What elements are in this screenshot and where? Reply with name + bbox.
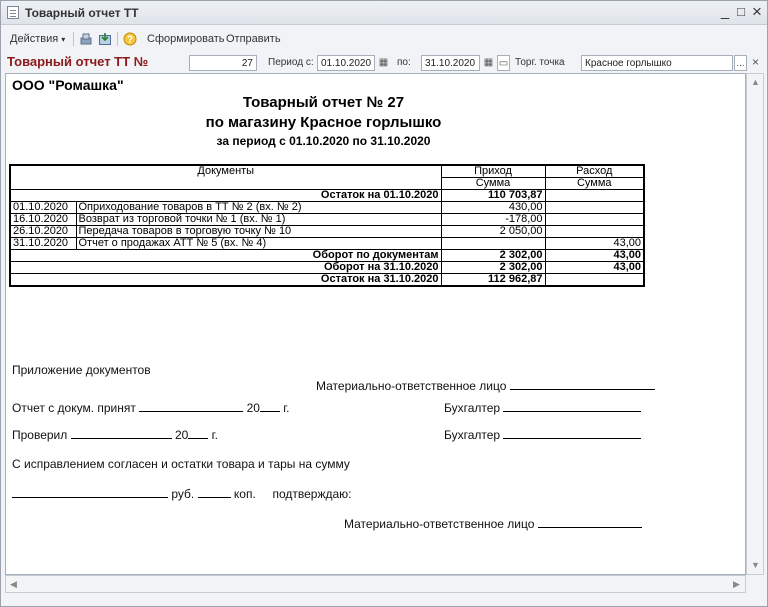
checked-signature: Проверил 20 г. — [12, 428, 218, 442]
document-icon — [7, 6, 19, 19]
status-bar — [1, 595, 767, 607]
report-title: Товарный отчет № 27 — [242, 94, 405, 111]
opening-balance-value: 110 703,87 — [441, 190, 545, 202]
row-document: Передача товаров в торговую точку № 10 — [76, 226, 441, 238]
accountant-signature: Бухгалтер — [444, 428, 641, 442]
turnover-income: 2 302,00 — [441, 262, 545, 274]
sum-confirm-line: руб. коп. подтверждаю: — [12, 487, 352, 501]
closing-balance-value: 112 962,87 — [441, 274, 545, 287]
row-expense — [545, 214, 644, 226]
row-document: Оприходование товаров в ТТ № 2 (вх. № 2) — [76, 202, 441, 214]
report-number-field[interactable]: 27 — [189, 55, 257, 71]
close-button[interactable]: × — [752, 2, 762, 21]
mol-signature: Материально-ответственное лицо — [316, 379, 655, 393]
income-header: Приход — [441, 165, 545, 178]
row-expense: 43,00 — [545, 238, 644, 250]
turnover-label: Оборот на 31.10.2020 — [10, 262, 441, 274]
report-document — [5, 73, 746, 575]
row-date: 31.10.2020 — [10, 238, 76, 250]
report-parameters — [1, 52, 767, 72]
minimize-button[interactable]: _ — [720, 3, 730, 20]
row-income: -178,00 — [441, 214, 545, 226]
report-table — [9, 164, 645, 287]
accountant-signature: Бухгалтер — [444, 401, 641, 415]
expense-sum-header: Сумма — [545, 178, 644, 190]
table-row — [10, 238, 644, 250]
horizontal-scrollbar[interactable] — [5, 575, 746, 593]
period-from-field[interactable]: 01.10.2020 — [317, 55, 375, 71]
closing-balance-label: Остаток на 31.10.2020 — [10, 274, 441, 287]
period-from-label: Период с: — [268, 57, 314, 68]
scroll-down-icon[interactable]: ▼ — [751, 560, 760, 570]
row-date: 16.10.2020 — [10, 214, 76, 226]
row-income: 430,00 — [441, 202, 545, 214]
scroll-left-icon[interactable]: ◀ — [10, 579, 17, 589]
maximize-button[interactable]: □ — [737, 4, 745, 19]
scroll-up-icon[interactable]: ▲ — [751, 77, 760, 87]
turnover-expense: 43,00 — [545, 262, 644, 274]
row-document: Отчет о продажах АТТ № 5 (вх. № 4) — [76, 238, 441, 250]
title-bar — [1, 1, 767, 25]
row-document: Возврат из торговой точки № 1 (вх. № 1) — [76, 214, 441, 226]
svg-text:?: ? — [126, 34, 134, 46]
report-subtitle: по магазину Красное горлышко — [205, 114, 442, 131]
dropdown-arrow-icon: ▾ — [61, 35, 66, 44]
help-icon[interactable] — [123, 32, 137, 46]
toolbar-separator — [117, 32, 118, 46]
report-period: за период с 01.10.2020 по 31.10.2020 — [216, 134, 431, 148]
turnover-docs-income: 2 302,00 — [441, 250, 545, 262]
row-income: 2 050,00 — [441, 226, 545, 238]
accepted-signature: Отчет с докум. принят 20 г. — [12, 401, 290, 415]
table-row — [10, 202, 644, 214]
row-income — [441, 238, 545, 250]
period-select-icon[interactable]: ▭ — [497, 55, 510, 71]
clear-field-icon[interactable]: × — [751, 55, 759, 69]
settings-icon[interactable] — [79, 32, 93, 46]
table-row — [10, 214, 644, 226]
scroll-right-icon[interactable]: ▶ — [733, 579, 740, 589]
expense-header: Расход — [545, 165, 644, 178]
send-button[interactable]: Отправить — [226, 33, 281, 45]
save-icon[interactable] — [98, 32, 112, 46]
point-label: Торг. точка — [515, 57, 565, 68]
trade-point-field[interactable]: Красное горлышко — [581, 55, 733, 71]
appendix-label: Приложение документов — [12, 363, 151, 377]
income-sum-header: Сумма — [441, 178, 545, 190]
toolbar-separator — [73, 32, 74, 46]
calendar-icon[interactable]: ▦ — [483, 57, 494, 68]
turnover-docs-label: Оборот по документам — [10, 250, 441, 262]
actions-menu[interactable]: Действия ▾ — [10, 33, 66, 45]
row-expense — [545, 226, 644, 238]
mol-signature-final: Материально-ответственное лицо — [344, 517, 642, 531]
select-button[interactable]: ... — [734, 55, 747, 71]
report-heading: Товарный отчет ТТ № — [7, 54, 149, 69]
opening-balance-label: Остаток на 01.10.2020 — [10, 190, 441, 202]
generate-button[interactable]: Сформировать — [147, 33, 225, 45]
turnover-docs-expense: 43,00 — [545, 250, 644, 262]
vertical-scrollbar[interactable] — [746, 73, 764, 575]
period-to-field[interactable]: 31.10.2020 — [421, 55, 480, 71]
agree-text: С исправлением согласен и остатки товара и тары на сумму — [12, 457, 350, 471]
organization-name: ООО "Ромашка" — [12, 77, 124, 93]
window-title: Товарный отчет ТТ — [25, 6, 139, 20]
row-date: 26.10.2020 — [10, 226, 76, 238]
row-date: 01.10.2020 — [10, 202, 76, 214]
toolbar — [1, 27, 767, 49]
row-expense — [545, 202, 644, 214]
docs-header: Документы — [10, 165, 441, 190]
period-to-label: по: — [397, 57, 411, 68]
table-row — [10, 226, 644, 238]
calendar-icon[interactable]: ▦ — [378, 57, 389, 68]
